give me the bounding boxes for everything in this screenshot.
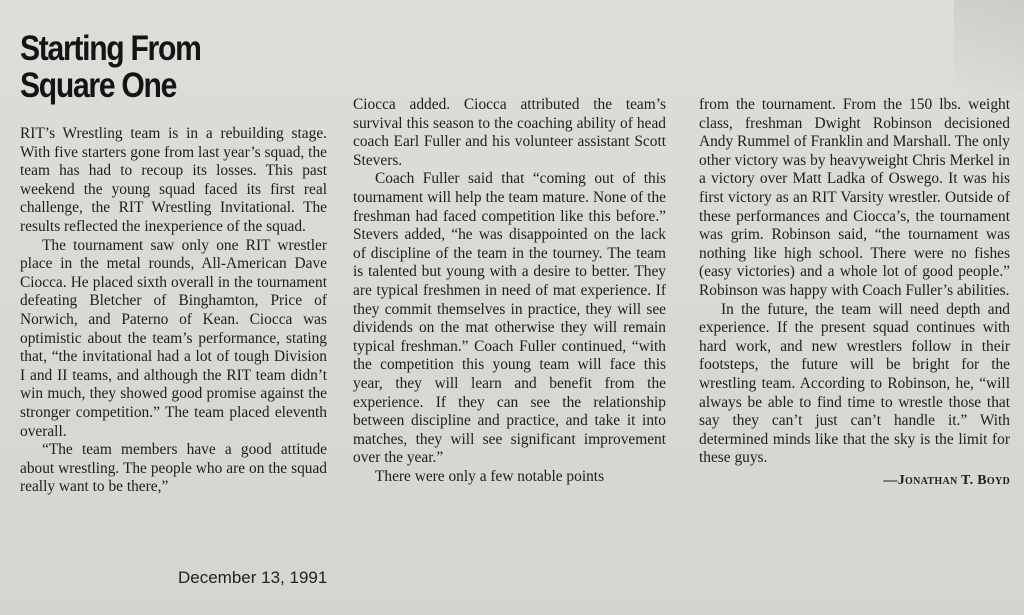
issue-date: December 13, 1991 [178, 568, 328, 587]
paragraph: RIT’s Wrestling team is in a rebuilding stage. With five starters gone from last year’s squad, the team has had to recoup its losses. This past weekend the young squad faced its first real challenge, the RIT Wrestling Invitational. The results reflected the inexperience of the squad. [20, 125, 327, 235]
byline-name: Jonathan T. Boyd [897, 472, 1010, 488]
paragraph: Coach Fuller said that “coming out of this tournament will help the team mature. None of the freshman had faced competition like this before.” Stevers added, “he was disappointed on the lack of discipline of the team in the tourney. The team is talented but young with a desire to better. They are typical freshmen in need of mat experience. If they commit themselves in practice, they will see dividends on the mat otherwise they will remain typical freshman.” Coach Fuller continued, “with the competition this young team will face this year, they will learn and benefit from the experience. If they can see the relationship between discipline and practice, and take it into matches, they will see significant improvement over the year.” [353, 170, 666, 467]
headline-line-2: Square One [20, 66, 177, 105]
paragraph: There were only a few notable points [375, 467, 605, 485]
paragraph: Ciocca added. Ciocca attributed the team’s survival this season to the coaching ability of head coach Earl Fuller and his volunteer assistant Scott Stevers. [353, 96, 666, 169]
article-headline [20, 30, 278, 104]
page-shadow [954, 0, 1024, 90]
byline-dash: — [883, 472, 898, 488]
paragraph: In the future, the team will need depth and experience. If the present squad continues with hard work, and new wrestlers follow in their footsteps, the future will be bright for the wrestling team. According to Robinson, he, “will always be able to find time to wrestle those that say they can’t just can’t handle it.” With determined minds like that the sky is the limit for these guys. [699, 300, 1010, 467]
author-byline [699, 472, 1010, 491]
paragraph: The tournament saw only one RIT wrestler place in the metal rounds, All-American Dave Ciocca. He placed sixth overall in the tournament defeating Bletcher of Binghamton, Price of Norwich, and Paterno of Kean. Ciocca was optimistic about the team’s performance, stating that, “the invitational had a lot of tough Division I and II teams, and although the RIT team didn’t win much, they showed good promise against the stronger competition.” The team placed eleventh overall. [20, 236, 327, 440]
article-column-3 [699, 96, 1010, 490]
headline-line-1: Starting From [20, 29, 201, 68]
article-column-2 [353, 96, 666, 486]
article-column-1 [20, 125, 327, 497]
paragraph: “The team members have a good attitude about wrestling. The people who are on the squad really want to be there,” [20, 441, 327, 496]
paragraph: from the tournament. From the 150 lbs. weight class, freshman Dwight Robinson decisioned Andy Rummel of Franklin and Marshall. The only other victory was by heavyweight Chris Merkel in a victory over Matt Ladka of Oswego. It was his first victory as an RIT Varsity wrestler. Outside of these performances and Ciocca’s, the tournament was grim. Robinson said, “the tournament was nothing like high school. There were no fishes (easy victories) and a whole lot of good people.” Robinson was happy with Coach Fuller’s abilities. [699, 96, 1010, 299]
